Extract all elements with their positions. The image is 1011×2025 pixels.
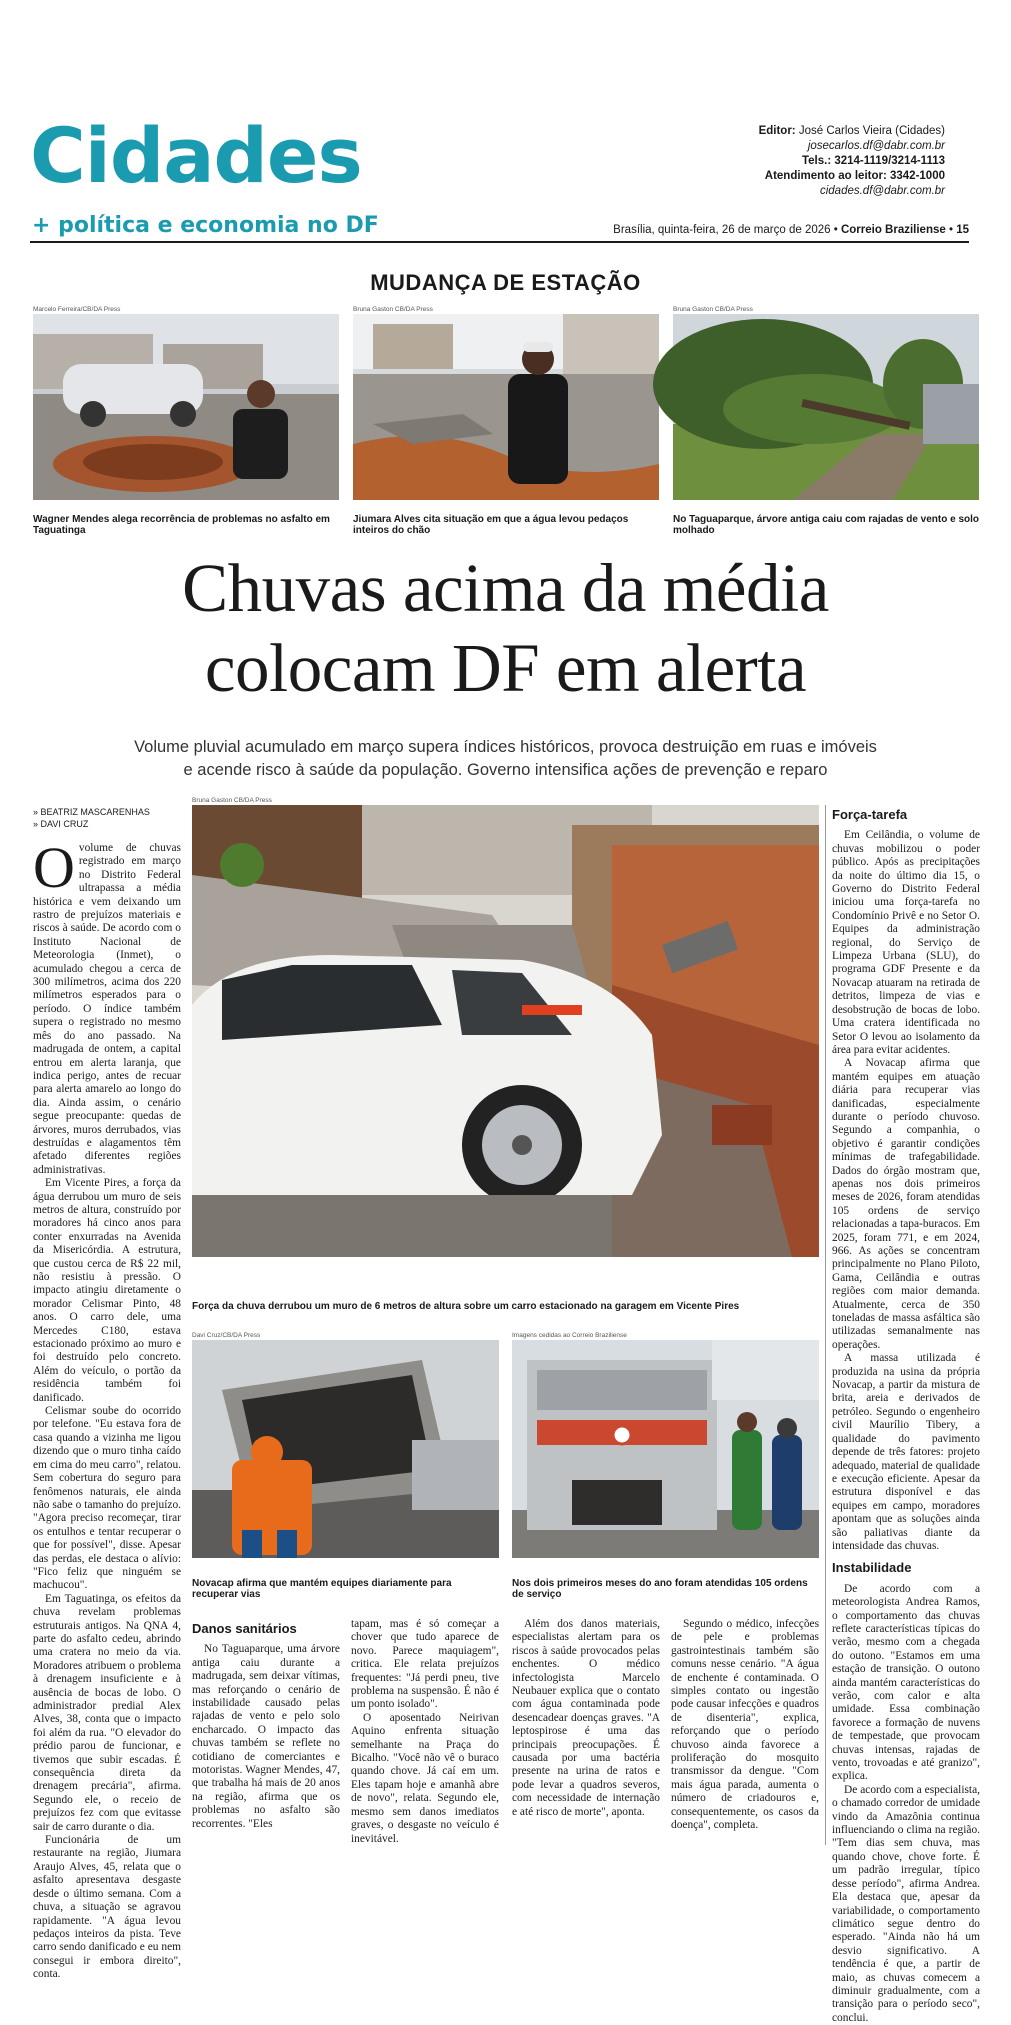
headline-line: Chuvas acima da média bbox=[182, 550, 829, 626]
deck bbox=[60, 736, 951, 782]
editor-phones: Tels.: 3214-1119/3214-1113 bbox=[801, 155, 945, 167]
article-column-4 bbox=[512, 1618, 660, 1848]
article-column-2 bbox=[192, 1618, 340, 1848]
paper-name: Correio Braziliense bbox=[840, 224, 946, 236]
editor-name: José Carlos Vieira (Cidades) bbox=[798, 125, 945, 137]
article-column-5 bbox=[671, 1618, 819, 1848]
lead-paragraph bbox=[33, 835, 181, 1177]
section-subtitle: + política e economia no DF bbox=[32, 213, 379, 238]
paragraph: Em Ceilândia, o volume de chuvas mobilizou o poder público. Após as precipitações da noite do último dia 15, o Governo do Distrito Federal iniciou uma força-tarefa no Condomínio Privê e no Setor O. Equipes da administração regional, do Serviço de Limpeza Urbana (SLU), do programa GDF Presente e da Novacap atuaram na retirada de detritos, limpeza de vias e desobstrução de bocas de lobo. Uma cratera identificada no Setor O levou ao isolamento da área para evitar acidentes. bbox=[832, 829, 980, 1056]
photo-credit: Imagens cedidas ao Correio Braziliense bbox=[512, 1332, 627, 1339]
kicker: MUDANÇA DE ESTAÇÃO bbox=[370, 270, 641, 295]
author: » DAVI CRUZ bbox=[33, 819, 89, 829]
headline-line: colocam DF em alerta bbox=[204, 630, 807, 706]
headline bbox=[30, 548, 981, 708]
photo-image bbox=[192, 1340, 499, 1558]
photo-image bbox=[673, 314, 979, 500]
photo-credit: Davi Cruz/CB/DA Press bbox=[192, 1332, 261, 1339]
photo-caption: Força da chuva derrubou um muro de 6 metros de altura sobre um carro estacionado na garagem em Vicente Pires bbox=[192, 1301, 740, 1312]
article-column-6 bbox=[832, 807, 980, 2024]
paragraph: A massa utilizada é produzida na usina da própria Novacap, a partir da mistura de brita, areia e derivados de petróleo. Segundo o engenheiro civil Maurílio Tibery, a qualidade do pavimento depende de três fatores: projeto adequado, material de qualidade e execução eficiente. Apesar da estrutura disponível e das equipes em campo, moradores apontam que as soluções ainda são paliativas diante da intensidade das chuvas. bbox=[832, 1352, 980, 1552]
photo-caption: Nos dois primeiros meses do ano foram atendidas 105 ordens de serviço bbox=[512, 1578, 808, 1600]
subhead: Força-tarefa bbox=[832, 807, 908, 822]
photo-caption: No Taguaparque, árvore antiga caiu com rajadas de vento e solo molhado bbox=[673, 514, 980, 536]
editor-label: Editor: bbox=[758, 125, 796, 137]
page-number: 15 bbox=[956, 224, 969, 236]
photo-caption: Novacap afirma que mantém equipes diariamente para recuperar vias bbox=[192, 1578, 452, 1600]
paragraph-text: volume de chuvas registrado em março no Distrito Federal ultrapassa a média histórica e vem deixando um rastro de prejuízos materiais e riscos à saúde. De acordo com o Instituto Nacional de Meteorologia (Inmet), o acumulado chegou a cerca de 300 milímetros, acima dos 220 milímetros esperados para o período. O índice também supera o registrado no mesmo mês do ano passado. Na madrugada de ontem, a capital entrou em alerta laranja, que indica perigo, antes de recuar para alerta amarelo ao longo do dia. Ainda assim, o cenário segue preocupante: quedas de árvores, muros derrubados, vias destruídas e alagamentos têm afetado diferentes regiões administrativas. bbox=[33, 842, 181, 1176]
paragraph: O aposentado Neirivan Aquino enfrenta situação semelhante na Praça do Bicalho. "Você não vê o buraco quando chove. Já caí em um. Eles tapam hoje e amanhã abre de novo", relata. Segundo ele, mesmo sem danos imediatos graves, o desgaste no veículo é inevitável. bbox=[351, 1711, 499, 1845]
photo-fallen-tree bbox=[673, 314, 979, 500]
deck-line: Volume pluvial acumulado em março supera índices históricos, provoca destruição em ruas e imóveis bbox=[134, 738, 877, 756]
paragraph: Em Vicente Pires, a força da água derrubou um muro de seis metros de altura, construído por moradores há cinco anos para conter enxurradas na Avenida da Misericórdia. A estrutura, que custou cerca de R$ 22 mil, não resistiu à pressão. O impacto atingiu diretamente o morador Celismar Pinto, 48 anos. O carro dele, uma Mercedes C180, estava estacionado próximo ao muro e foi destruído pelo concreto. Além do veículo, o portão da residência também foi danificado. bbox=[33, 1177, 181, 1404]
date-text: Brasília, quinta-feira, 26 de março de 2026 bbox=[613, 224, 831, 236]
section-email[interactable]: cidades.df@dabr.com.br bbox=[819, 185, 945, 197]
subhead: Danos sanitários bbox=[192, 1621, 297, 1636]
reader-label: Atendimento ao leitor: bbox=[764, 170, 887, 182]
article-column-3 bbox=[351, 1618, 499, 1848]
paragraph: De acordo com a meteorologista Andrea Ramos, o comportamento das chuvas reflete características típicas do verão, mesmo com a chegada do outono. "Estamos em uma estação de transição. O outono ainda mantém características do verão, com calor e alta umidade. Essa combinação favorece a formação de nuvens de tempestade, que provocam chuvas intensas, rajadas de vento, trovoadas e até granizo", explica. bbox=[832, 1582, 980, 1783]
photo-novacap-truck bbox=[192, 1340, 499, 1558]
photo-image bbox=[353, 314, 659, 500]
author: » BEATRIZ MASCARENHAS bbox=[33, 807, 150, 817]
dateline: Brasília, quinta-feira, 26 de março de 2026 • Correio Braziliense • 15 bbox=[613, 224, 969, 236]
paragraph: Em Taguatinga, os efeitos da chuva revelam problemas estruturais antigos. Na QNA 4, parte do asfalto cedeu, abrindo uma cratera no meio da via. Moradores atribuem o problema à drenagem insuficiente e à ausência de bocas de lobo. O administrador predial Alex Alves, 38, conta que o impacto foi além da rua. "O elevador do prédio parou de funcionar, e tivemos que subir escadas. É consequência direta da drenagem precária", afirma. Segundo ele, o receio de prejuízos fez com que evitasse sair de carro durante o dia. bbox=[33, 1592, 181, 1833]
photo-credit: Marcelo Ferreira/CB/DA Press bbox=[33, 306, 121, 313]
photo-credit: Bruna Gaston CB/DA Press bbox=[673, 306, 753, 313]
photo-caption: Jiumara Alves cita situação em que a água levou pedaços inteiros do chão bbox=[353, 514, 629, 536]
byline bbox=[33, 806, 150, 830]
paragraph: No Taguaparque, uma árvore antiga caiu durante a madrugada, sem deixar vítimas, mas reforçando o cenário de instabilidade causado pelas rajadas de vento e pelo solo encharcado. O impacto das chuvas também se reflete no cotidiano de comerciantes e motoristas. Wagner Mendes, 47, que trabalha há mais de 20 anos na região, afirma que os problemas no asfalto são recorrentes. "Eles bbox=[192, 1643, 340, 1830]
paragraph: Além dos danos materiais, especialistas alertam para os riscos à saúde provocados pelas enchentes. O médico infectologista Marcelo Neubauer explica que o contato com água contaminada pode desencadear doenças graves. "A leptospirose é uma das principais preocupações. É causada por uma bactéria presente na urina de ratos e pode levar a quadros severos, com necessidade de internação e até risco de morte", aponta. bbox=[512, 1618, 660, 1818]
reader-phone: 3342-1000 bbox=[890, 170, 945, 182]
paragraph: De acordo com a especialista, o chamado corredor de umidade vindo da Amazônia continua influenciando o clima na região. "Tem dias sem chuva, mas quando chove, chove forte. É um padrão irregular, típico desse período", afirma Andrea. Ela destaca que, apesar da variabilidade, o comportamento climático segue dentro do esperado. "Ainda não há um desvio significativo. A tendência é que, a partir de maio, as chuvas comecem a diminuir gradualmente, com a transição para o período seco", conclui. bbox=[832, 1783, 980, 2024]
paragraph: A Novacap afirma que mantém equipes em atuação diária para recuperar vias danificadas, especialmente durante o período chuvoso. Segundo a companhia, o objetivo é garantir condições mínimas de trafegabilidade. Dados do órgão mostram que, apenas nos dois primeiros meses de 2026, foram atendidas 105 ordens de serviço relacionadas a tapa-buracos. Em 2025, foram 771, e em 2024, 966. As ações se concentram principalmente no Plano Piloto, Gama, Ceilândia e outras regiões com maior demanda. Atualmente, cerca de 350 toneladas de massa asfáltica são utilizadas semanalmente nas operações. bbox=[832, 1057, 980, 1351]
paragraph: Segundo o médico, infecções de pele e problemas gastrointestinais também são comuns nesse cenário. "A água de enchente é contaminada. O simples contato ou ingestão pode causar infecções e quadros de disenteria", explica, reforçando que o período chuvoso ainda favorece a proliferação do mosquito transmissor da dengue. "Com mais água parada, aumenta o número de criadouros e, consequentemente, os casos da doença", completa. bbox=[671, 1618, 819, 1832]
masthead-rule bbox=[30, 241, 969, 243]
photo-pothole-taguatinga bbox=[33, 314, 339, 500]
section-title: Cidades bbox=[30, 111, 362, 200]
photo-asphalt-truck bbox=[512, 1340, 819, 1558]
editor-email[interactable]: josecarlos.df@dabr.com.br bbox=[807, 140, 945, 152]
paragraph: Funcionária de um restaurante na região, Jiumara Araujo Alves, 45, relata que o asfalto apresentava desgaste desde o último semana. Com a chuva, a situação se agravou rapidamente. "A água levou pedaços inteiros da pista. Teve carro sendo danificado e eu nem consegui ir embora direito", conta. bbox=[33, 1834, 181, 1981]
column-divider bbox=[825, 805, 826, 1845]
photo-wall-collapse-car bbox=[192, 805, 819, 1257]
photo-image bbox=[33, 314, 339, 500]
photo-caption: Wagner Mendes alega recorrência de problemas no asfalto em Taguatinga bbox=[33, 514, 330, 536]
photo-credit: Bruna Gaston CB/DA Press bbox=[353, 306, 433, 313]
photo-damaged-street bbox=[353, 314, 659, 500]
photo-image bbox=[512, 1340, 819, 1558]
editor-info bbox=[759, 124, 945, 199]
paragraph: Celismar soube do ocorrido por telefone. "Eu estava fora de casa quando a vizinha me ligou dizendo que o muro tinha caído em cima do meu carro", relatou. Sem cobertura do seguro para fenômenos naturais, ele ainda não sabe o tamanho do prejuízo. "Agora preciso recomeçar, tirar os entulhos e tentar recuperar o que for possível", disse. Apesar das perdas, ele destaca o alívio: "Fico feliz que ninguém se machucou". bbox=[33, 1405, 181, 1592]
photo-credit: Bruna Gaston CB/DA Press bbox=[192, 797, 272, 804]
subhead: Instabilidade bbox=[832, 1560, 912, 1576]
photo-image bbox=[192, 805, 819, 1257]
dropcap: O bbox=[33, 835, 75, 900]
paragraph: tapam, mas é só começar a chover que tudo aparece de novo. Parece maquiagem", critica. Ele relata prejuízos frequentes: "Já perdi pneu, tive problema na suspensão. É não é um ponto isolado". bbox=[351, 1618, 499, 1711]
article-column-1 bbox=[33, 835, 181, 1981]
deck-line: e acende risco à saúde da população. Governo intensifica ações de prevenção e reparo bbox=[183, 761, 828, 779]
